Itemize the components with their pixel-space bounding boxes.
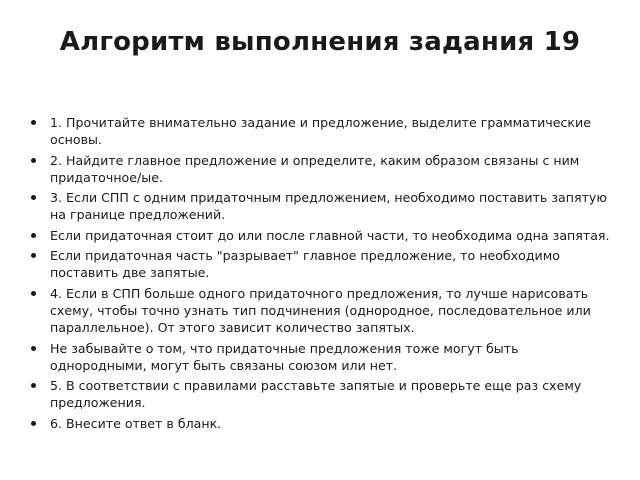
- list-item: [30, 114, 615, 149]
- slide-title: Алгоритм выполнения задания 19: [59, 27, 581, 57]
- bullet-icon: [31, 346, 36, 351]
- bullet-icon: [31, 253, 36, 258]
- bullet-icon: [31, 291, 36, 296]
- bullet-icon: [31, 158, 36, 163]
- bullet-icon: [31, 383, 36, 388]
- list-item: [30, 227, 615, 244]
- list-item: [30, 377, 615, 412]
- list-item-text: 5. В соответствии с правилами расставьте запятые и проверьте еще раз схему предложения.: [50, 378, 582, 411]
- bullet-list: [30, 114, 615, 435]
- bullet-icon: [31, 233, 36, 238]
- list-item: [30, 152, 615, 187]
- list-item-text: Если придаточная стоит до или после главной части, то необходима одна запятая.: [50, 227, 610, 243]
- list-item-text: 6. Внесите ответ в бланк.: [50, 415, 222, 431]
- list-item: [30, 285, 615, 337]
- bullet-icon: [31, 421, 36, 426]
- list-item-text: 3. Если СПП с одним придаточным предложением, необходимо поставить запятую на границе предложений.: [50, 190, 607, 223]
- list-item-text: Не забывайте о том, что придаточные предложения тоже могут быть однородными, могут быть связаны союзом или нет.: [50, 340, 519, 373]
- list-item-text: 2. Найдите главное предложение и определите, каким образом связаны с ним придаточное/ые.: [50, 152, 580, 185]
- list-item-text: 4. Если в СПП больше одного придаточного предложения, то лучше нарисовать схему, чтобы точно узнать тип подчинения (однородное, последовательное или параллельное). От этого зависит количество запятых.: [50, 285, 591, 336]
- list-item: [30, 415, 615, 432]
- list-item: [30, 247, 615, 282]
- bullet-icon: [31, 120, 36, 125]
- bullet-icon: [31, 195, 36, 200]
- list-item-text: 1. Прочитайте внимательно задание и предложение, выделите грамматические основы.: [50, 115, 591, 148]
- list-item-text: Если придаточная часть "разрывает" главное предложение, то необходимо поставить две запятые.: [50, 248, 560, 281]
- list-item: [30, 189, 615, 224]
- list-item: [30, 340, 615, 375]
